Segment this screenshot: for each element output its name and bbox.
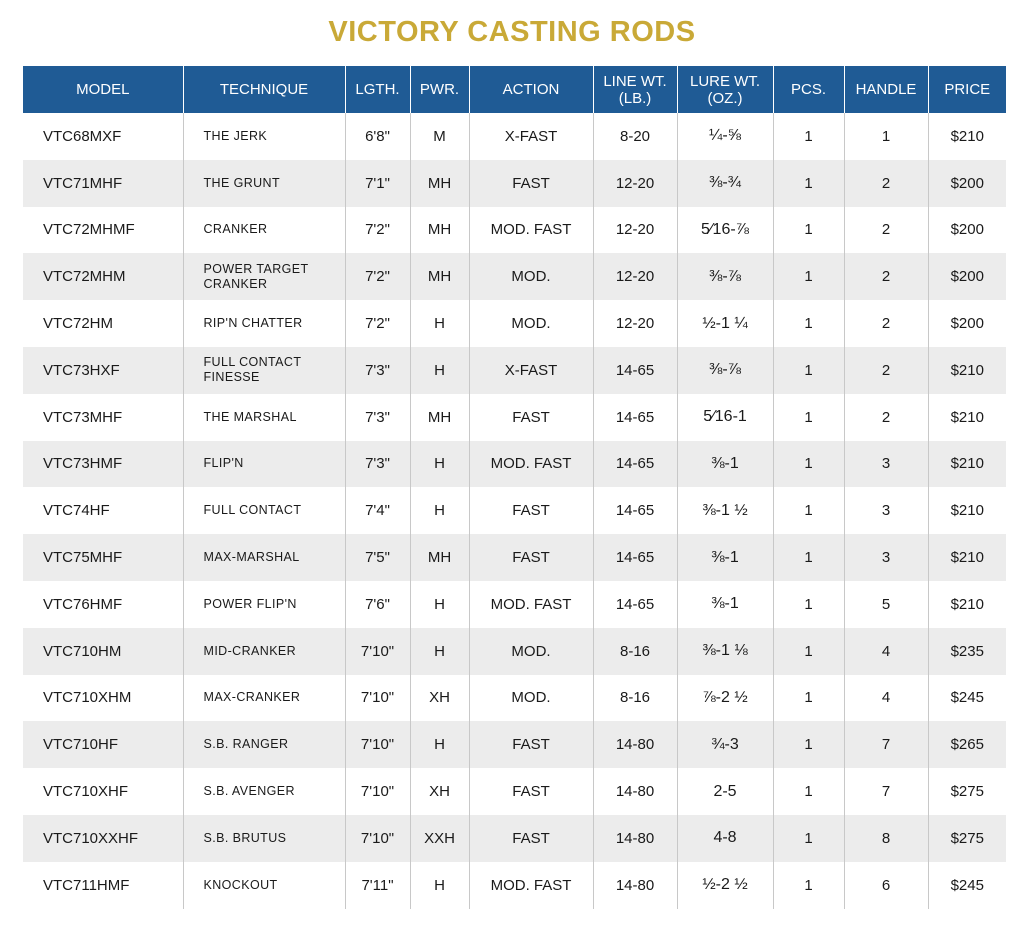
handle-cell: 5 <box>844 581 928 628</box>
model-cell: VTC72MHMF <box>23 207 183 254</box>
power-cell: XH <box>410 675 469 722</box>
model-cell: VTC72MHM <box>23 253 183 300</box>
model-cell: VTC710HM <box>23 628 183 675</box>
price-cell: $210 <box>928 441 1006 488</box>
price-cell: $245 <box>928 675 1006 722</box>
handle-cell: 1 <box>844 113 928 160</box>
technique-cell: KNOCKOUT <box>183 862 345 909</box>
power-cell: M <box>410 113 469 160</box>
handle-cell: 2 <box>844 347 928 394</box>
pieces-cell: 1 <box>773 675 844 722</box>
price-cell: $200 <box>928 207 1006 254</box>
length-cell: 7'3" <box>345 347 410 394</box>
length-cell: 7'2" <box>345 207 410 254</box>
power-cell: H <box>410 581 469 628</box>
action-cell: FAST <box>469 815 593 862</box>
lure-weight-cell: ⅜-1 <box>677 441 773 488</box>
table-row <box>23 394 1006 441</box>
length-cell: 7'10" <box>345 675 410 722</box>
lure-weight-cell: ⅜-1 <box>677 534 773 581</box>
power-cell: H <box>410 862 469 909</box>
technique-cell: RIP'N CHATTER <box>183 300 345 347</box>
price-cell: $200 <box>928 160 1006 207</box>
technique-cell: MAX-MARSHAL <box>183 534 345 581</box>
action-cell: FAST <box>469 534 593 581</box>
header-lure-weight: LURE WT. (OZ.) <box>677 66 773 113</box>
action-cell: MOD. FAST <box>469 207 593 254</box>
line-weight-cell: 12-20 <box>593 207 677 254</box>
handle-cell: 2 <box>844 300 928 347</box>
price-cell: $200 <box>928 300 1006 347</box>
table-row <box>23 628 1006 675</box>
action-cell: MOD. <box>469 675 593 722</box>
action-cell: FAST <box>469 160 593 207</box>
header-action: ACTION <box>469 66 593 113</box>
action-cell: MOD. <box>469 253 593 300</box>
lure-weight-cell: ⅜-1 ⅛ <box>677 628 773 675</box>
model-cell: VTC710XHM <box>23 675 183 722</box>
price-cell: $210 <box>928 487 1006 534</box>
header-line-weight: LINE WT. (LB.) <box>593 66 677 113</box>
price-cell: $210 <box>928 534 1006 581</box>
table-row <box>23 441 1006 488</box>
length-cell: 7'1" <box>345 160 410 207</box>
line-weight-cell: 14-80 <box>593 721 677 768</box>
price-cell: $245 <box>928 862 1006 909</box>
power-cell: MH <box>410 394 469 441</box>
length-cell: 7'3" <box>345 441 410 488</box>
pieces-cell: 1 <box>773 300 844 347</box>
technique-cell: MAX-CRANKER <box>183 675 345 722</box>
line-weight-cell: 12-20 <box>593 160 677 207</box>
pieces-cell: 1 <box>773 487 844 534</box>
technique-cell: POWER FLIP'N <box>183 581 345 628</box>
table-row <box>23 721 1006 768</box>
power-cell: XXH <box>410 815 469 862</box>
table-row <box>23 862 1006 909</box>
pieces-cell: 1 <box>773 441 844 488</box>
header-power: PWR. <box>410 66 469 113</box>
header-model: MODEL <box>23 66 183 113</box>
lure-weight-cell: ⅜-⅞ <box>677 347 773 394</box>
line-weight-cell: 14-65 <box>593 347 677 394</box>
lure-weight-cell: ⅜-1 ½ <box>677 487 773 534</box>
line-weight-cell: 14-65 <box>593 394 677 441</box>
pieces-cell: 1 <box>773 534 844 581</box>
pieces-cell: 1 <box>773 160 844 207</box>
power-cell: MH <box>410 160 469 207</box>
table-row <box>23 253 1006 300</box>
handle-cell: 2 <box>844 207 928 254</box>
pieces-cell: 1 <box>773 768 844 815</box>
handle-cell: 7 <box>844 721 928 768</box>
length-cell: 7'10" <box>345 815 410 862</box>
length-cell: 7'4" <box>345 487 410 534</box>
lure-weight-cell: ½-1 ¼ <box>677 300 773 347</box>
model-cell: VTC710HF <box>23 721 183 768</box>
line-weight-cell: 8-20 <box>593 113 677 160</box>
lure-weight-cell: ½-2 ½ <box>677 862 773 909</box>
handle-cell: 3 <box>844 487 928 534</box>
model-cell: VTC73MHF <box>23 394 183 441</box>
header-price: PRICE <box>928 66 1006 113</box>
pieces-cell: 1 <box>773 347 844 394</box>
line-weight-cell: 14-65 <box>593 534 677 581</box>
handle-cell: 2 <box>844 160 928 207</box>
power-cell: H <box>410 441 469 488</box>
pieces-cell: 1 <box>773 581 844 628</box>
line-weight-cell: 14-65 <box>593 581 677 628</box>
pieces-cell: 1 <box>773 207 844 254</box>
model-cell: VTC711HMF <box>23 862 183 909</box>
length-cell: 6'8" <box>345 113 410 160</box>
lure-weight-cell: 5⁄16-1 <box>677 394 773 441</box>
model-cell: VTC68MXF <box>23 113 183 160</box>
handle-cell: 3 <box>844 441 928 488</box>
price-cell: $210 <box>928 347 1006 394</box>
technique-cell: FULL CONTACT <box>183 487 345 534</box>
power-cell: H <box>410 721 469 768</box>
lure-weight-cell: ¼-⅝ <box>677 113 773 160</box>
action-cell: X-FAST <box>469 347 593 394</box>
price-cell: $210 <box>928 394 1006 441</box>
power-cell: MH <box>410 207 469 254</box>
handle-cell: 4 <box>844 628 928 675</box>
technique-cell: FLIP'N <box>183 441 345 488</box>
table-row <box>23 815 1006 862</box>
table-row <box>23 300 1006 347</box>
line-weight-cell: 12-20 <box>593 253 677 300</box>
header-handle: HANDLE <box>844 66 928 113</box>
table-row <box>23 347 1006 394</box>
technique-cell: S.B. RANGER <box>183 721 345 768</box>
model-cell: VTC75MHF <box>23 534 183 581</box>
action-cell: MOD. FAST <box>469 581 593 628</box>
price-cell: $265 <box>928 721 1006 768</box>
table-row <box>23 768 1006 815</box>
price-cell: $275 <box>928 768 1006 815</box>
power-cell: H <box>410 628 469 675</box>
model-cell: VTC72HM <box>23 300 183 347</box>
line-weight-cell: 14-65 <box>593 441 677 488</box>
power-cell: H <box>410 300 469 347</box>
line-weight-cell: 14-80 <box>593 862 677 909</box>
pieces-cell: 1 <box>773 721 844 768</box>
model-cell: VTC710XHF <box>23 768 183 815</box>
table-row <box>23 675 1006 722</box>
lure-weight-cell: 2-5 <box>677 768 773 815</box>
handle-cell: 2 <box>844 253 928 300</box>
header-pieces: PCS. <box>773 66 844 113</box>
table-row <box>23 113 1006 160</box>
technique-cell: THE JERK <box>183 113 345 160</box>
power-cell: MH <box>410 534 469 581</box>
price-cell: $200 <box>928 253 1006 300</box>
length-cell: 7'11" <box>345 862 410 909</box>
line-weight-cell: 14-80 <box>593 768 677 815</box>
lure-weight-cell: ⅞-2 ½ <box>677 675 773 722</box>
lure-weight-cell: 5⁄16-⅞ <box>677 207 773 254</box>
technique-cell: S.B. AVENGER <box>183 768 345 815</box>
line-weight-cell: 12-20 <box>593 300 677 347</box>
length-cell: 7'10" <box>345 628 410 675</box>
length-cell: 7'10" <box>345 768 410 815</box>
power-cell: H <box>410 347 469 394</box>
action-cell: MOD. <box>469 628 593 675</box>
table-row <box>23 534 1006 581</box>
table-row <box>23 581 1006 628</box>
page-title: VICTORY CASTING RODS <box>328 16 696 48</box>
model-cell: VTC74HF <box>23 487 183 534</box>
lure-weight-cell: ¾-3 <box>677 721 773 768</box>
handle-cell: 4 <box>844 675 928 722</box>
price-cell: $210 <box>928 581 1006 628</box>
line-weight-cell: 8-16 <box>593 628 677 675</box>
lure-weight-cell: ⅜-1 <box>677 581 773 628</box>
length-cell: 7'3" <box>345 394 410 441</box>
length-cell: 7'6" <box>345 581 410 628</box>
technique-cell: THE MARSHAL <box>183 394 345 441</box>
technique-cell: FULL CONTACT FINESSE <box>183 347 345 394</box>
line-weight-cell: 8-16 <box>593 675 677 722</box>
action-cell: X-FAST <box>469 113 593 160</box>
pieces-cell: 1 <box>773 815 844 862</box>
length-cell: 7'2" <box>345 300 410 347</box>
technique-cell: CRANKER <box>183 207 345 254</box>
pieces-cell: 1 <box>773 113 844 160</box>
header-length: LGTH. <box>345 66 410 113</box>
handle-cell: 8 <box>844 815 928 862</box>
power-cell: MH <box>410 253 469 300</box>
model-cell: VTC71MHF <box>23 160 183 207</box>
length-cell: 7'2" <box>345 253 410 300</box>
action-cell: FAST <box>469 394 593 441</box>
lure-weight-cell: 4-8 <box>677 815 773 862</box>
table-row <box>23 160 1006 207</box>
power-cell: XH <box>410 768 469 815</box>
line-weight-cell: 14-80 <box>593 815 677 862</box>
pieces-cell: 1 <box>773 862 844 909</box>
action-cell: FAST <box>469 487 593 534</box>
lure-weight-cell: ⅜-⅞ <box>677 253 773 300</box>
action-cell: MOD. FAST <box>469 441 593 488</box>
technique-cell: POWER TARGET CRANKER <box>183 253 345 300</box>
length-cell: 7'5" <box>345 534 410 581</box>
table-header-row <box>23 66 1006 113</box>
handle-cell: 2 <box>844 394 928 441</box>
action-cell: FAST <box>469 768 593 815</box>
price-cell: $235 <box>928 628 1006 675</box>
handle-cell: 7 <box>844 768 928 815</box>
handle-cell: 6 <box>844 862 928 909</box>
power-cell: H <box>410 487 469 534</box>
model-cell: VTC76HMF <box>23 581 183 628</box>
handle-cell: 3 <box>844 534 928 581</box>
model-cell: VTC73HMF <box>23 441 183 488</box>
action-cell: FAST <box>469 721 593 768</box>
price-cell: $275 <box>928 815 1006 862</box>
table-row <box>23 207 1006 254</box>
pieces-cell: 1 <box>773 394 844 441</box>
technique-cell: MID-CRANKER <box>183 628 345 675</box>
rod-spec-table <box>23 66 1006 909</box>
length-cell: 7'10" <box>345 721 410 768</box>
action-cell: MOD. <box>469 300 593 347</box>
pieces-cell: 1 <box>773 628 844 675</box>
price-cell: $210 <box>928 113 1006 160</box>
action-cell: MOD. FAST <box>469 862 593 909</box>
technique-cell: S.B. BRUTUS <box>183 815 345 862</box>
model-cell: VTC73HXF <box>23 347 183 394</box>
header-technique: TECHNIQUE <box>183 66 345 113</box>
table-row <box>23 487 1006 534</box>
model-cell: VTC710XXHF <box>23 815 183 862</box>
lure-weight-cell: ⅜-¾ <box>677 160 773 207</box>
technique-cell: THE GRUNT <box>183 160 345 207</box>
line-weight-cell: 14-65 <box>593 487 677 534</box>
pieces-cell: 1 <box>773 253 844 300</box>
